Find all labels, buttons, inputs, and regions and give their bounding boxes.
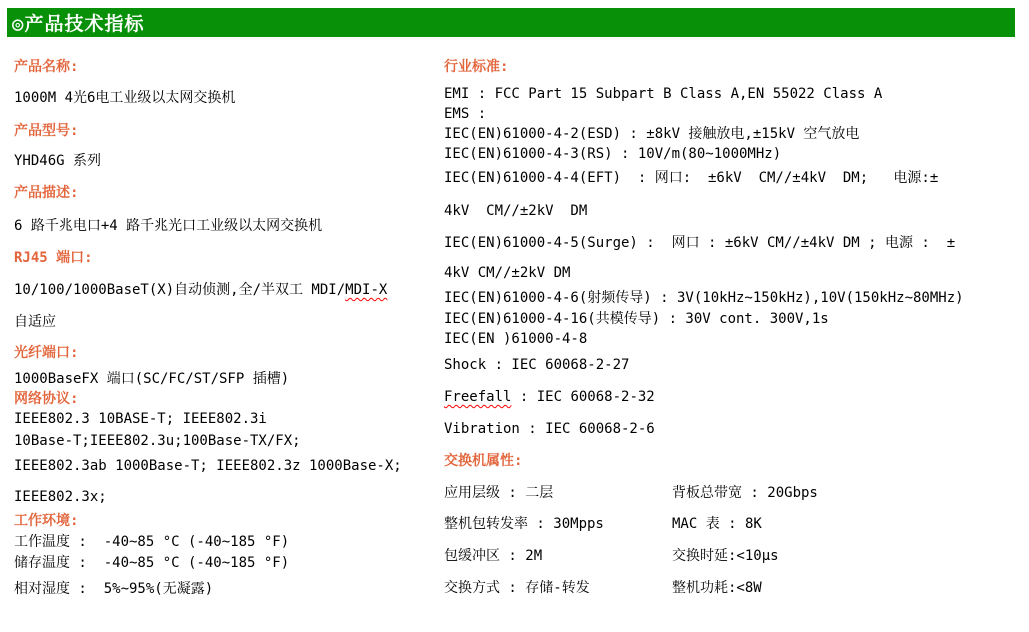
- rj45-port-heading: RJ45 端口:: [14, 250, 93, 266]
- switch-props-row: [444, 515, 1019, 534]
- fiber-port-heading: 光纤端口:: [14, 345, 79, 361]
- rj45-port-line1: [14, 281, 444, 300]
- protocols-line: IEEE802.3ab 1000Base-T; IEEE802.3z 1000Base-X;: [14, 458, 402, 474]
- iec-surge-line-cont: 4kV CM//±2kV DM: [444, 265, 571, 281]
- switch-mode-cell: 交换方式 : 存储-转发: [444, 580, 590, 596]
- ems-line: EMS :: [444, 106, 487, 122]
- product-model-value: YHD46G 系列: [14, 153, 102, 169]
- rj45-port-line2: 自适应: [14, 314, 56, 330]
- protocols-line: 10Base-T;IEEE802.3u;100Base-TX/FX;: [14, 433, 301, 449]
- switch-props-row: [444, 547, 1019, 566]
- switch-props-heading: 交换机属性:: [444, 453, 523, 469]
- switch-latency-cell: 交换时延:<10μs: [672, 548, 779, 564]
- backplane-bw-cell: 背板总带宽 : 20Gbps: [672, 485, 818, 501]
- humidity-line: 相对湿度 : 5%~95%(无凝露): [14, 581, 214, 597]
- rj45-spellcheck-flagged-word: MDI-X: [345, 282, 388, 298]
- operating-temp-line: 工作温度 : -40~85 °C (-40~185 °F): [14, 534, 290, 550]
- section-header-bar: [7, 8, 1015, 37]
- product-name-heading: 产品名称:: [14, 59, 79, 75]
- spec-content: [0, 58, 1029, 599]
- vibration-line: Vibration : IEC 60068-2-6: [444, 421, 655, 437]
- standards-heading: 行业标准:: [444, 59, 509, 75]
- iec-eft-line: IEC(EN)61000-4-4(EFT) : 网口: ±6kV CM//±4kV DM; 电源:±: [444, 170, 939, 186]
- iec-cm-line: IEC(EN)61000-4-16(共模传导) : 30V cont. 300V,1s: [444, 311, 829, 327]
- iec-rs-line: IEC(EN)61000-4-3(RS) : 10V/m(80~1000MHz): [444, 146, 782, 162]
- iec-rf-line: IEC(EN)61000-4-6(射频传导) : 3V(10kHz~150kHz),10V(150kHz~80MHz): [444, 290, 964, 306]
- storage-temp-line: 储存温度 : -40~85 °C (-40~185 °F): [14, 555, 290, 571]
- environment-heading: 工作环境:: [14, 513, 79, 529]
- iec-eft-line-cont: 4kV CM//±2kV DM: [444, 203, 588, 219]
- product-model-heading: 产品型号:: [14, 123, 79, 139]
- product-desc-heading: 产品描述:: [14, 185, 79, 201]
- freefall-line: [444, 388, 1019, 407]
- product-spec-page: [0, 8, 1029, 599]
- iec-4-8-line: IEC(EN )61000-4-8: [444, 331, 588, 347]
- emi-line: EMI : FCC Part 15 Subpart B Class A,EN 55022 Class A: [444, 86, 883, 102]
- power-consumption-cell: 整机功耗:<8W: [672, 580, 762, 596]
- freefall-line-text: : IEC 60068-2-32: [511, 389, 655, 405]
- forwarding-rate-cell: 整机包转发率 : 30Mpps: [444, 516, 604, 532]
- app-layer-cell: 应用层级 : 二层: [444, 485, 554, 501]
- freefall-spellcheck-flagged-word: Freefall: [444, 389, 512, 405]
- rj45-port-line1-text: 10/100/1000BaseT(X)自动侦测,全/半双工 MDI/: [14, 282, 346, 298]
- protocols-heading: 网络协议:: [14, 391, 79, 407]
- page-title: ◎产品技术指标: [12, 13, 145, 35]
- iec-esd-line: IEC(EN)61000-4-2(ESD) : ±8kV 接触放电,±15kV 空气放电: [444, 126, 860, 142]
- right-column: [444, 58, 1019, 599]
- mac-table-cell: MAC 表 : 8K: [672, 516, 762, 532]
- protocols-line: IEEE802.3x;: [14, 489, 107, 505]
- switch-props-row: [444, 579, 1019, 598]
- packet-buffer-cell: 包缓冲区 : 2M: [444, 548, 543, 564]
- shock-line: Shock : IEC 60068-2-27: [444, 357, 630, 373]
- fiber-port-value: 1000BaseFX 端口(SC/FC/ST/SFP 插槽): [14, 371, 290, 387]
- protocols-line: IEEE802.3 10BASE-T; IEEE802.3i: [14, 411, 267, 427]
- product-desc-value: 6 路千兆电口+4 路千兆光口工业级以太网交换机: [14, 218, 323, 234]
- iec-surge-line: IEC(EN)61000-4-5(Surge) : 网口 : ±6kV CM//±4kV DM ; 电源 : ±: [444, 235, 956, 251]
- left-column: [14, 58, 444, 599]
- product-name-value: 1000M 4光6电工业级以太网交换机: [14, 90, 236, 106]
- switch-props-row: [444, 484, 1019, 503]
